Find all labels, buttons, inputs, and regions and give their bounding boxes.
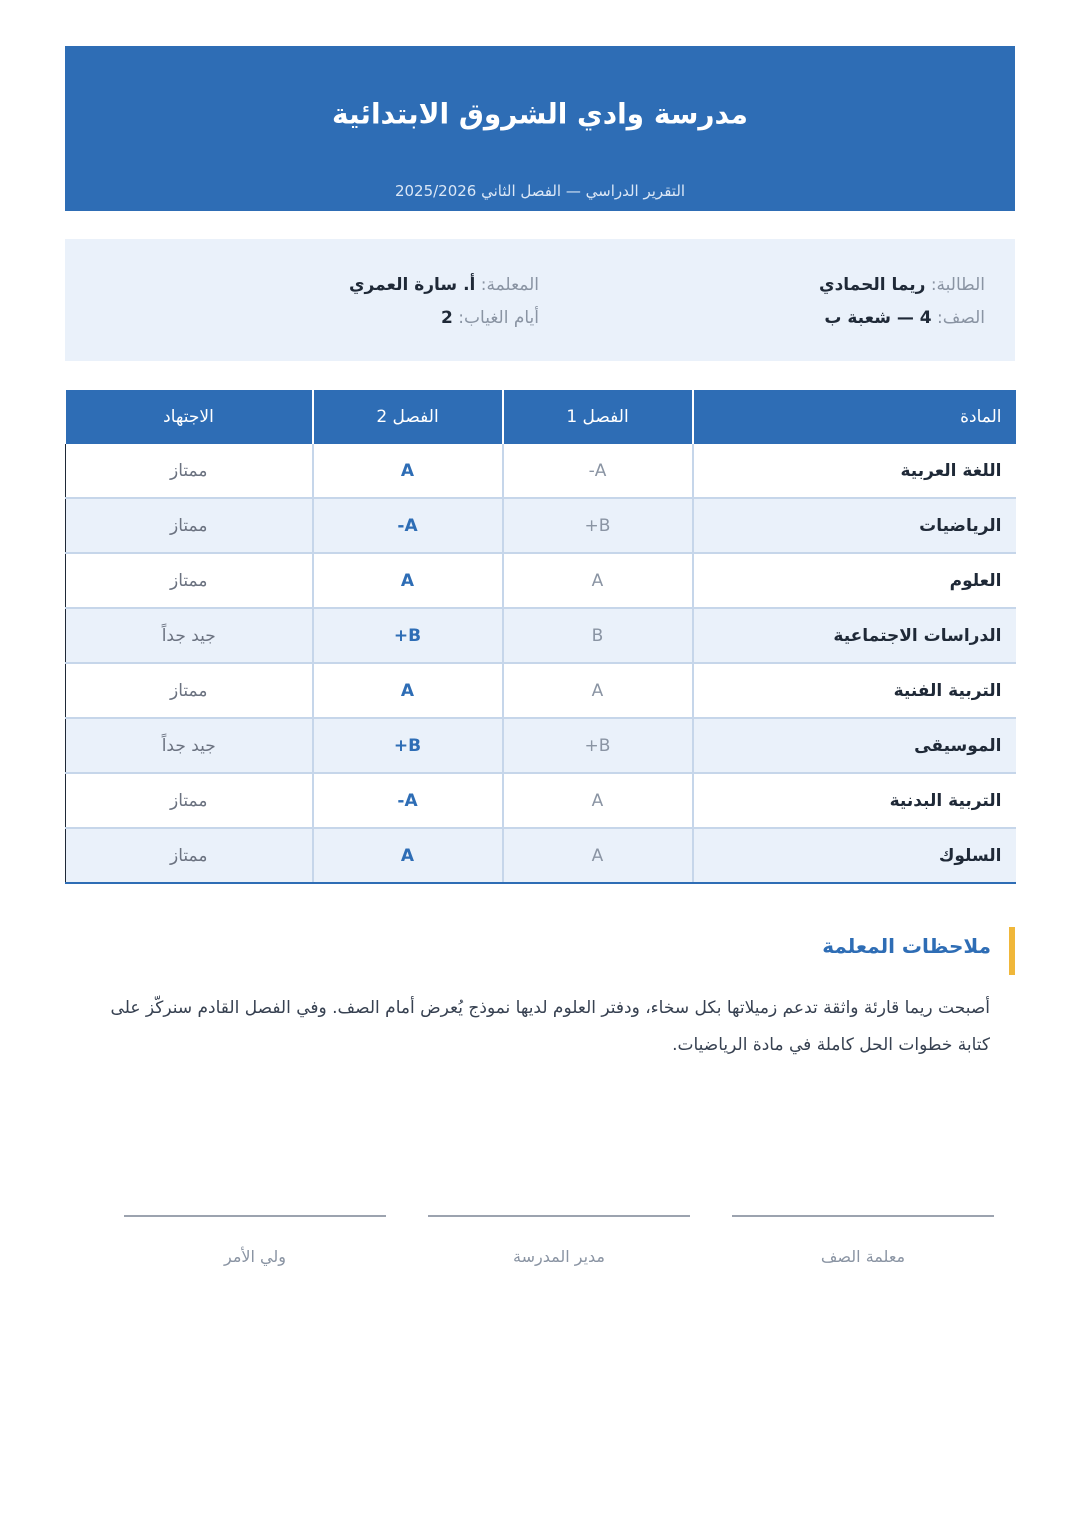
table-row <box>66 553 1016 608</box>
report-term: التقرير الدراسي — الفصل الثاني 2025/2026 <box>394 182 686 200</box>
teacher-label: المعلمة: <box>480 275 539 295</box>
table-header-row <box>66 390 1016 444</box>
student-name: ريما الحمادي <box>818 275 926 295</box>
subject-cell: الدراسات الاجتماعية <box>693 608 1016 663</box>
term1-grade: B+ <box>503 718 693 773</box>
term1-grade: B <box>503 608 693 663</box>
table-row <box>66 828 1016 883</box>
term2-grade: A <box>313 663 503 718</box>
term2-grade: A <box>313 553 503 608</box>
effort-cell: ممتاز <box>66 553 313 608</box>
effort-cell: جيد جداً <box>66 608 313 663</box>
grade-value: 4 — شعبة ب <box>824 308 932 328</box>
student-info-panel <box>65 239 1015 361</box>
term1-grade: A <box>503 773 693 828</box>
signature-caption: ولي الأمر <box>224 1247 286 1266</box>
student-label: الطالبة: <box>930 275 985 295</box>
effort-cell: ممتاز <box>66 773 313 828</box>
report-header <box>65 46 1015 211</box>
signature-line <box>124 1215 386 1217</box>
signature-caption: مدير المدرسة <box>512 1247 605 1266</box>
table-row <box>66 608 1016 663</box>
header-effort: الاجتهاد <box>66 390 313 444</box>
effort-cell: جيد جداً <box>66 718 313 773</box>
grades-table <box>65 390 1016 884</box>
effort-cell: ممتاز <box>66 663 313 718</box>
notes-title: ملاحظات المعلمة <box>822 927 1015 975</box>
student-name-row <box>819 275 985 295</box>
table-row <box>66 718 1016 773</box>
header-subject: المادة <box>693 390 1016 444</box>
term1-grade: A <box>503 553 693 608</box>
signature-line <box>732 1215 994 1217</box>
term1-grade: A- <box>503 444 693 498</box>
absence-row <box>441 308 539 328</box>
signature-line <box>428 1215 690 1217</box>
effort-cell: ممتاز <box>66 444 313 498</box>
subject-cell: السلوك <box>693 828 1016 883</box>
term2-grade: B+ <box>313 608 503 663</box>
signature-class-teacher <box>732 1215 994 1275</box>
signature-principal <box>428 1215 690 1275</box>
grade-label: الصف: <box>937 308 985 328</box>
school-name: مدرسة وادي الشروق الابتدائية <box>332 97 748 131</box>
teacher-row <box>349 275 539 295</box>
signature-guardian <box>124 1215 386 1275</box>
term2-grade: A- <box>313 773 503 828</box>
subject-cell: التربية الفنية <box>693 663 1016 718</box>
term2-grade: A- <box>313 498 503 553</box>
term1-grade: B+ <box>503 498 693 553</box>
table-row <box>66 663 1016 718</box>
subject-cell: الموسيقى <box>693 718 1016 773</box>
notes-text: أصبحت ريما قارئة واثقة تدعم زميلاتها بكل سخاء، ودفتر العلوم لديها نموذج يُعرض أمام الصف. وفي الفصل القادم سنركّز على كتابة خطوات الحل كاملة في مادة الرياضيات. <box>110 998 990 1055</box>
table-row <box>66 773 1016 828</box>
signature-caption: معلمة الصف <box>820 1247 906 1266</box>
absence-value: 2 <box>441 308 453 328</box>
term2-grade: A <box>313 444 503 498</box>
term1-grade: A <box>503 663 693 718</box>
effort-cell: ممتاز <box>66 828 313 883</box>
term1-grade: A <box>503 828 693 883</box>
subject-cell: التربية البدنية <box>693 773 1016 828</box>
table-row <box>66 498 1016 553</box>
subject-cell: الرياضيات <box>693 498 1016 553</box>
term2-grade: A <box>313 828 503 883</box>
grade-row <box>824 308 985 328</box>
effort-cell: ممتاز <box>66 498 313 553</box>
header-term2: الفصل 2 <box>313 390 503 444</box>
subject-cell: اللغة العربية <box>693 444 1016 498</box>
absence-label: أيام الغياب: <box>458 308 539 328</box>
table-row <box>66 444 1016 498</box>
header-term1: الفصل 1 <box>503 390 693 444</box>
term2-grade: B+ <box>313 718 503 773</box>
teacher-name: أ. سارة العمري <box>348 275 476 295</box>
subject-cell: العلوم <box>693 553 1016 608</box>
